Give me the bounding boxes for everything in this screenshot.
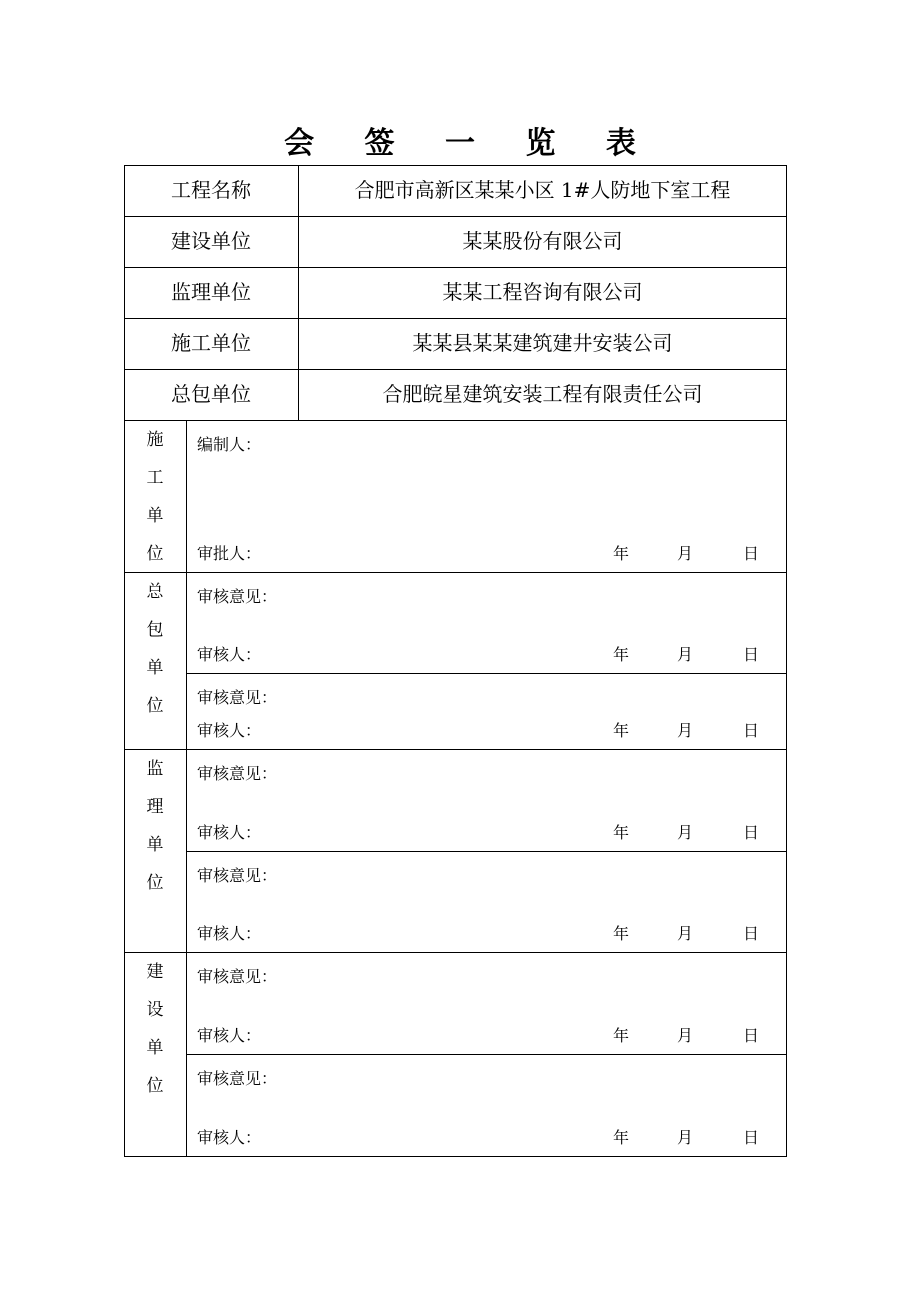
date-day: 日 [743,1026,760,1045]
date-month: 月 [677,924,694,943]
opinion-label: 审核意见： [197,866,278,885]
table-rule [124,267,787,268]
section-label-char: 建 [146,962,164,982]
table-border-right [786,165,787,1157]
section-label-char: 包 [146,620,164,640]
section-label-char: 监 [146,759,164,779]
section-label-char: 单 [146,658,164,678]
opinion-label: 审核意见： [197,587,278,606]
date-day: 日 [743,645,760,664]
date-day: 日 [743,721,760,740]
table-border-left [124,165,125,1157]
table-divider [186,572,187,749]
info-label: 监理单位 [171,280,251,304]
date-month: 月 [677,1026,694,1045]
signer-label: 审核人： [197,1128,262,1147]
info-label: 施工单位 [171,331,251,355]
date-year: 年 [613,1128,630,1147]
date-year: 年 [613,645,630,664]
table-rule [124,369,787,370]
table-rule [124,318,787,319]
date-year: 年 [613,823,630,842]
table-rule [186,673,787,674]
date-month: 月 [677,1128,694,1147]
table-rule [124,952,787,953]
info-label: 总包单位 [171,382,251,406]
info-value: 某某工程咨询有限公司 [442,280,643,304]
section-label-char: 位 [146,696,164,716]
section-label-char: 施 [146,430,164,450]
opinion-label: 审核意见： [197,688,278,707]
signer-label: 审核人： [197,823,262,842]
section-label-char: 理 [146,797,164,817]
table-rule [124,1156,787,1157]
table-rule [124,420,787,421]
date-year: 年 [613,924,630,943]
table-divider [186,420,187,572]
section-label-char: 位 [146,873,164,893]
date-year: 年 [613,721,630,740]
date-day: 日 [743,924,760,943]
opinion-label: 审核意见： [197,1069,278,1088]
page-title: 会 签 一 览 表 [284,126,656,161]
info-label: 工程名称 [171,178,251,202]
table-rule [124,165,787,166]
date-year: 年 [613,544,630,563]
opinion-label: 审核意见： [197,967,278,986]
date-day: 日 [743,1128,760,1147]
signer-label: 审核人： [197,645,262,664]
table-rule [124,749,787,750]
section-label-char: 总 [146,582,164,602]
date-day: 日 [743,823,760,842]
section-label-char: 工 [146,468,164,488]
info-value: 某某县某某建筑建井安装公司 [412,331,673,355]
section-label-char: 位 [146,544,164,564]
section-label-char: 单 [146,1038,164,1058]
info-value: 某某股份有限公司 [462,229,623,253]
date-month: 月 [677,544,694,563]
section-label-char: 单 [146,506,164,526]
date-day: 日 [743,544,760,563]
table-rule [124,216,787,217]
section-label-char: 位 [146,1076,164,1096]
date-month: 月 [677,645,694,664]
info-value: 合肥市高新区某某小区 1#人防地下室工程 [354,178,731,202]
table-rule [186,851,787,852]
info-value: 合肥皖星建筑安装工程有限责任公司 [382,382,703,406]
signer-label: 审核人： [197,721,262,740]
info-label: 建设单位 [171,229,251,253]
opinion-label: 审核意见： [197,764,278,783]
opinion-label: 编制人： [197,435,262,454]
section-label-char: 单 [146,835,164,855]
table-rule [124,572,787,573]
date-month: 月 [677,823,694,842]
date-year: 年 [613,1026,630,1045]
signer-label: 审核人： [197,924,262,943]
signer-label: 审核人： [197,1026,262,1045]
table-rule [186,1054,787,1055]
section-label-char: 设 [146,1000,164,1020]
signer-label: 审批人： [197,544,262,563]
date-month: 月 [677,721,694,740]
